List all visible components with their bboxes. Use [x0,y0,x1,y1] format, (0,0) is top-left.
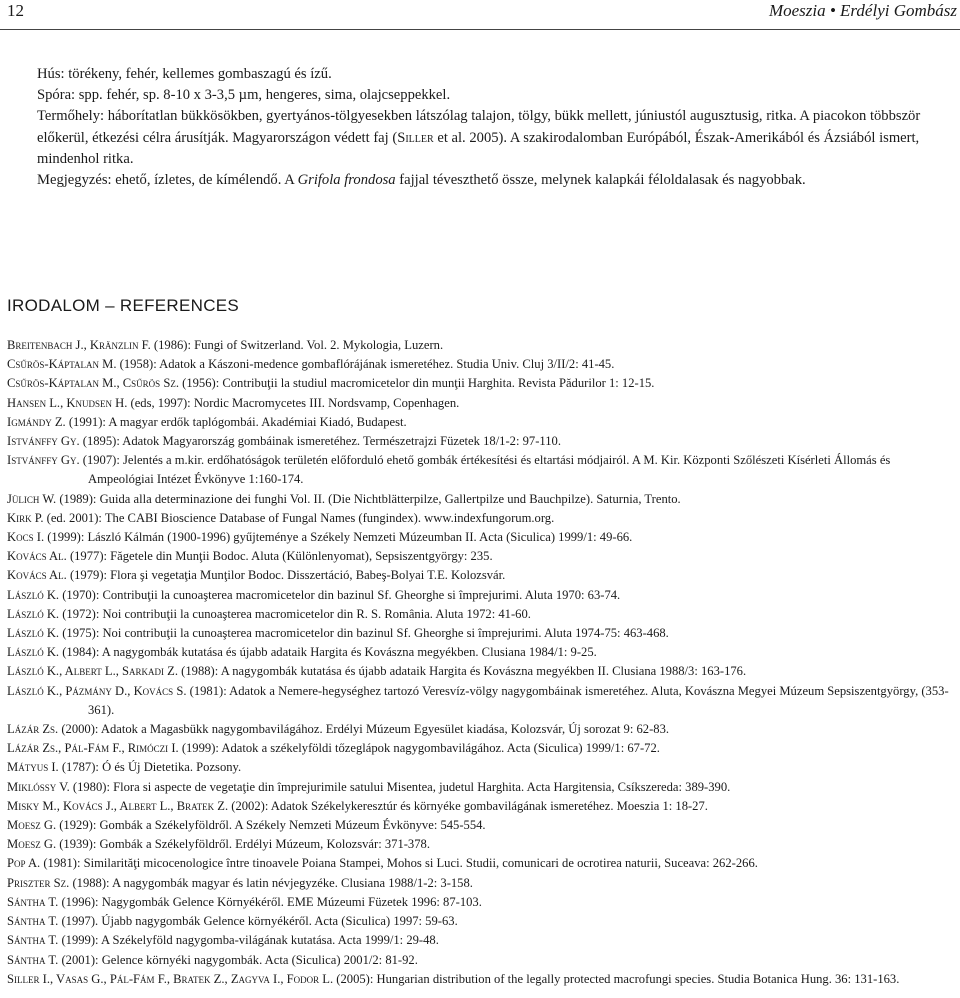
reference-authors: Sántha T. [7,952,59,967]
reference-authors: László K., Pázmány D., Kovács S. [7,683,187,698]
reference-item [7,720,957,739]
reference-authors: Lázár Zs. [7,722,59,737]
reference-text: (1977): Făgetele din Munţii Bodoc. Aluta (Különlenyomat), Sepsiszentgyörgy: 235. [66,549,493,564]
reference-item [7,394,957,413]
reference-authors: Kovács Al. [7,568,67,583]
habitat-text: háborítatlan bükkösökben, gyertyános-tölgyesekben látszólag talajon, tölgy, bükk mellett, júniustól augusztusig, ritka. A piacokon többször előkerül, étkezési célra árusítják. Magyarországon védett faj ( [37,108,921,146]
reference-item [7,662,957,681]
habitat-paragraph [37,106,937,170]
reference-item [7,586,957,605]
reference-text: (1981): Adatok a Nemere-hegységhez tartozó Veresvíz-völgy nagygombáinak ismeretéhez. Aluta, Kovászna Megyei Múzeum Sepsiszentgyörgy, (353-361). [88,683,949,717]
reference-item [7,336,957,355]
reference-authors: Istvánffy Gy. [7,453,80,468]
reference-text: (1975): Noi contribuţii la cunoaşterea macromicetelor din bazinul Sf. Gheorghe si împrejurimi. Aluta 1974-75: 463-468. [59,626,669,641]
reference-item [7,509,957,528]
reference-text: (eds, 1997): Nordic Macromycetes III. Nordsvamp, Copenhagen. [127,395,460,410]
species-description [37,64,937,191]
reference-text: (2000): Adatok a Magasbükk nagygombavilágához. Erdélyi Múzeum Egyesület kiadása, Kolozsvár, Új sorozat 9: 62-83. [58,722,670,737]
section-title: IRODALOM – REFERENCES [7,296,240,315]
reference-text: (1981): Similarităţi micocenologice între tinoavele Poiana Stampei, Mohos si Luci. Studii, comunicari de ocrotirea naturii, Suceava: 262-266. [40,856,758,871]
reference-item [7,739,957,758]
reference-item [7,970,957,989]
habitat-label: Termőhely: [37,108,105,125]
note-label: Megjegyzés: [37,172,112,189]
reference-authors: Csűrös-Káptalan M., Csűrös Sz. [7,376,179,391]
reference-text: (1895): Adatok Magyarország gombáinak ismeretéhez. Természetrajzi Füzetek 18/1-2: 97-110. [79,434,561,449]
note-text: ehető, ízletes, de kímélendő. A [111,172,298,189]
reference-item [7,355,957,374]
running-title: Moeszia • Erdélyi Gombász [768,1,957,20]
reference-authors: Sántha T. [7,933,59,948]
reference-authors: Kocs I. [7,530,45,545]
reference-item [7,643,957,662]
reference-authors: Breitenbach J., Kränzlin F. [7,338,151,352]
reference-text: (1988): A nagygombák magyar és latin névjegyzéke. Clusiana 1988/1-2: 3-158. [69,875,473,890]
reference-item [7,682,957,720]
reference-authors: László K., Albert L., Sarkadi Z. [7,664,179,679]
reference-item [7,624,957,643]
reference-item [7,758,957,777]
reference-text: (1996): Nagygombák Gelence Környékéről. EME Múzeumi Füzetek 1996: 87-103. [58,894,482,909]
reference-text: (1999): A Székelyföld nagygomba-világának kutatása. Acta 1999/1: 29-48. [58,933,439,948]
reference-authors: Istvánffy Gy. [7,434,80,449]
header-rule [0,29,960,30]
reference-item [7,854,957,873]
reference-authors: László K. [7,626,60,641]
reference-text: (1980): Flora si aspecte de vegetaţie din împrejurimile satului Misentea, judetul Harghita. Acta Hargitensia, Csíkszereda: 389-390. [69,779,731,794]
reference-item [7,432,957,451]
reference-authors: Hansen L., Knudsen H. [7,395,128,410]
spore-text: spp. fehér, sp. 8-10 x 3-3,5 µm, hengeres, sima, olajcseppekkel. [75,87,451,104]
reference-text: (1929): Gombák a Székelyföldről. A Székely Nemzeti Múzeum Évkönyve: 545-554. [56,818,486,833]
reference-text: (1989): Guida alla determinazione dei funghi Vol. II. (Die Nichtblätterpilze, Gallertpilze und Bauchpilze). Saturnia, Trento. [56,491,681,506]
reference-text: (1999): Adatok a székelyföldi tőzeglápok nagygombavilágához. Acta (Siculica) 1999/1: 67-72. [178,741,660,756]
reference-item [7,605,957,624]
reference-authors: Igmándy Z. [7,414,66,429]
reference-authors: Siller I., Vasas G., Pál-Fám F., Bratek Z., Zagyva I., Fodor L. [7,971,334,986]
reference-authors: Kovács Al. [7,549,67,564]
reference-item [7,413,957,432]
habitat-author: Siller [397,129,434,146]
reference-authors: László K. [7,606,60,621]
reference-text: (2002): Adatok Székelykeresztúr és környéke gombavilágának ismeretéhez. Moeszia 1: 18-27. [228,798,708,813]
reference-text: (1972): Noi contribuţii la cunoaşterea macromicetelor din R. S. România. Aluta 1972: 41-60. [59,606,531,621]
reference-item [7,835,957,854]
reference-text: (1939): Gombák a Székelyföldről. Erdélyi Múzeum, Kolozsvár: 371-378. [56,837,430,852]
reference-text: (1984): A nagygombák kutatása és újabb adataik Hargita és Kovászna megyékben. Clusiana 1984/1: 9-25. [59,645,597,660]
reference-item [7,912,957,931]
reference-authors: Miklóssy V. [7,779,70,794]
reference-item [7,547,957,566]
reference-authors: Kirk P. [7,510,44,525]
reference-text: (2005): Hungarian distribution of the legally protected macrofungi species. Studia Botanica Hung. 36: 131-163. [333,971,900,986]
reference-text: (2001): Gelence környéki nagygombák. Acta (Siculica) 2001/2: 81-92. [58,952,418,967]
reference-authors: Moesz G. [7,837,57,852]
reference-authors: Misky M., Kovács J., Albert L., Bratek Z. [7,798,229,813]
reference-authors: Csűrös-Káptalan M. [7,357,117,372]
page-header [0,0,960,30]
reference-authors: László K. [7,587,60,602]
reference-item [7,797,957,816]
spore-paragraph [37,85,937,106]
reference-item [7,490,957,509]
reference-text: (1787): Ó és Új Dietetika. Pozsony. [58,760,242,775]
habitat-text-end: et al. 2005). A szakirodalomban Európából, Észak-Amerikából és Ázsiából ismert, mindenhol ritka. [37,129,920,167]
reference-authors: Priszter Sz. [7,875,70,890]
reference-item [7,816,957,835]
reference-authors: Mátyus I. [7,760,59,775]
reference-authors: Jülich W. [7,491,57,506]
reference-authors: Moesz G. [7,818,57,833]
reference-item [7,951,957,970]
reference-item [7,931,957,950]
reference-item [7,528,957,547]
reference-item [7,874,957,893]
reference-authors: Lázár Zs., Pál-Fám F., Rimóczi I. [7,741,179,756]
reference-item [7,566,957,585]
reference-text: (1991): A magyar erdők taplógombái. Akadémiai Kiadó, Budapest. [65,414,407,429]
spore-label: Spóra: [37,87,76,104]
reference-text: (1986): Fungi of Switzerland. Vol. 2. Mykologia, Luzern. [150,338,444,352]
reference-item [7,451,957,489]
reference-authors: Sántha T. [7,914,59,929]
reference-authors: Pop A. [7,856,41,871]
reference-authors: László K. [7,645,60,660]
reference-text: (1997). Újabb nagygombák Gelence környékéről. Acta (Siculica) 1997: 59-63. [58,914,458,929]
reference-item [7,374,957,393]
reference-text: (1956): Contribuţii la studiul macromicetelor din munţii Harghita. Revista Pădurilor 1: 12-15. [178,376,655,391]
reference-text: (1958): Adatok a Kászoni-medence gombaflórájának ismeretéhez. Studia Univ. Cluj 3/II/2: 41-45. [116,357,615,372]
note-species: Grifola frondosa [297,172,396,189]
reference-text: (1970): Contribuţii la cunoaşterea macromicetelor din bazinul Sf. Gheorghe si împrejurimi. Aluta 1970: 63-74. [59,587,621,602]
flesh-paragraph [37,64,937,85]
flesh-text: törékeny, fehér, kellemes gombaszagú és ízű. [64,66,332,82]
reference-text: (1999): László Kálmán (1900-1996) gyűjteménye a Székely Nemzeti Múzeumban II. Acta (Siculica) 1999/1: 49-66. [44,530,633,545]
reference-text: (1979): Flora şi vegetaţia Munţilor Bodoc. Disszertáció, Babeş-Bolyai T.E. Kolozsvár. [66,568,506,583]
reference-item [7,893,957,912]
page-number: 12 [7,1,24,20]
note-text-end: fajjal téveszthető össze, melynek kalapkái féloldalasak és nagyobbak. [395,172,806,189]
reference-text: (ed. 2001): The CABI Bioscience Database of Fungal Names (fungindex). www.indexfungorum.org. [43,510,555,525]
note-paragraph [37,170,937,191]
reference-text: (1907): Jelentés a m.kir. erdőhatóságok területén előforduló ehető gombák értékesítési és eltartási módjairól. A M. Kir. Központi Szőlészeti Kísérleti Állomás és Ampeológiai Intézet Évkönyve 1:160-174. [79,453,891,487]
reference-item [7,778,957,797]
reference-text: (1988): A nagygombák kutatása és újabb adataik Hargita és Kovászna megyékben II. Clusiana 1988/3: 163-176. [178,664,747,679]
reference-authors: Sántha T. [7,894,59,909]
reference-list [7,336,957,989]
flesh-label: Hús: [37,66,65,82]
